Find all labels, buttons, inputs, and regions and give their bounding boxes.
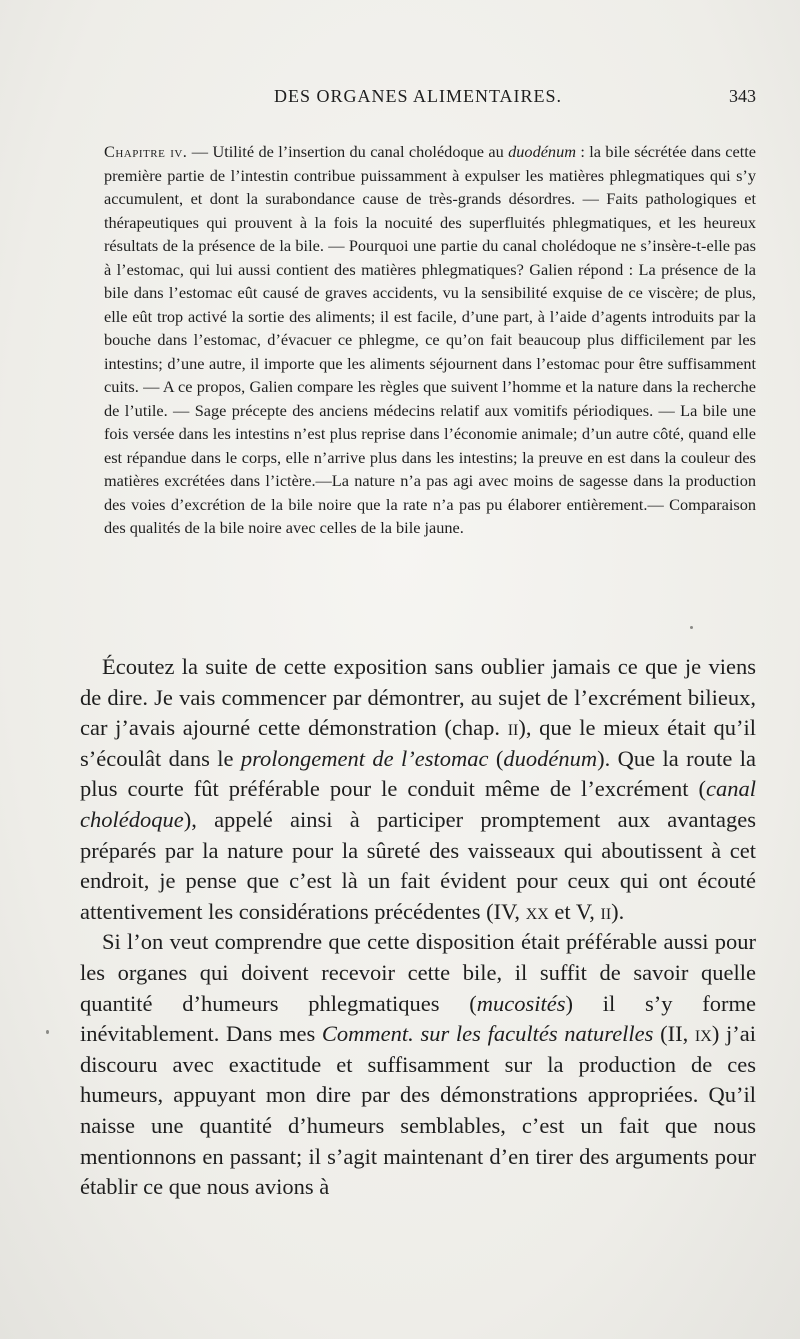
text-run: ), appelé ainsi à participer promptement aux avantages préparés par la nature pour la sûreté des vaisseaux qui aboutissent à cet endroit, je pense que c’est là un fait évident pour ceux qui ont écouté attentivement les considérations précédentes (IV, bbox=[80, 806, 756, 924]
text-run: ( bbox=[488, 745, 504, 771]
text-run: ). Que la route la plus courte fût préférable pour le conduit même de l’excrément ( bbox=[80, 745, 756, 802]
roman-numeral: xx bbox=[525, 898, 549, 924]
paper-speck bbox=[46, 1030, 49, 1034]
running-title: DES ORGANES ALIMENTAIRES. bbox=[273, 86, 563, 106]
paragraph bbox=[80, 652, 756, 927]
summary-text: : la bile sécrétée dans cette première partie de l’intestin contribue puissamment à expulser les matières phlegmatiques qui s’y accumulent, et dont la surabondance cause de très-grands désordres. — Faits pathologiques et thérapeutiques qui prouvent à la fois la nocuité des superfluités phlegmatiques, et les heureux résultats de la présence de la bile. — Pourquoi une partie du canal cholédoque ne s’insère-t-elle pas à l’estomac, qui lui aussi contient des matières phlegmatiques? Galien répond : La présence de la bile dans l’estomac eût causé de graves accidents, vu la sensibilité exquise de ce viscère; de plus, elle eût trop activé la sortie des aliments; il est facile, d’une part, à l’aide d’agents introduits par la bouche dans l’estomac, d’évacuer ce phlegme, ce qu’on fait beaucoup plus difficilement par les intestins; d’une autre, il importe que les aliments séjournent dans l’estomac pour être suffisamment cuits. — A ce propos, Galien compare les règles que suivent l’homme et la nature dans la recherche de l’utile. — Sage précepte des anciens médecins relatif aux vomitifs périodiques. — La bile une fois versée dans les intestins n’est plus reprise dans l’économie animale; d’un autre côté, quand elle est répandue dans le corps, elle n’arrive plus dans les intestins; la preuve en est dans la couleur des matières excrétées dans l’ictère.—La nature n’a pas agi avec moins de sagesse dans la production des voies d’excrétion de la bile noire que la rate n’a pas pu élaborer entièrement.— Comparaison des qualités de la bile noire avec celles de la bile jaune. bbox=[104, 142, 757, 537]
page-number: 343 bbox=[729, 86, 756, 106]
roman-numeral: ii bbox=[507, 715, 519, 741]
text-run: Écoutez la suite de cette exposition sans oublier jamais ce que je viens de dire. Je vais commencer par démontrer, au sujet de l’excrément bilieux, car j’avais ajourné cette démonstration (chap. bbox=[80, 654, 756, 741]
italic-term: duodénum bbox=[503, 745, 598, 771]
text-run: ), que le mieux était qu’il s’écoulât dans le bbox=[80, 715, 757, 771]
italic-term: mucosités bbox=[476, 990, 566, 1016]
roman-numeral: ix bbox=[694, 1021, 712, 1047]
summary-text: — Utilité de l’insertion du canal cholédoque au bbox=[187, 142, 509, 161]
text-run: ) il s’y forme inévitablement. Dans mes bbox=[80, 990, 757, 1047]
body-text bbox=[80, 652, 756, 1203]
paragraph bbox=[80, 927, 756, 1202]
text-run: (II, bbox=[653, 1021, 695, 1047]
text-run: ). bbox=[611, 898, 625, 924]
chapter-summary bbox=[104, 140, 756, 540]
running-head bbox=[80, 86, 756, 116]
text-run: et V, bbox=[548, 898, 601, 924]
paper-speck bbox=[690, 626, 693, 629]
text-run: ) j’ai discouru avec exactitude et suffisamment sur la production de ces humeurs, appuyant mon dire par des démonstrations appropriées. Qu’il naisse une quantité d’humeurs semblables, c’est un fait que nous mentionnons en passant; il s’agit maintenant d’en tirer des arguments pour établir ce que nous avions à bbox=[80, 1021, 756, 1200]
italic-term: Comment. sur les facultés naturelles bbox=[321, 1021, 654, 1047]
roman-numeral: ii bbox=[600, 898, 612, 924]
chapter-label: Chapitre iv. bbox=[104, 142, 188, 161]
summary-italic-term: duodénum bbox=[508, 142, 576, 161]
italic-term: canal cholédoque bbox=[80, 776, 756, 832]
text-run: Si l’on veut comprendre que cette disposition était préférable aussi pour les organes qui doivent recevoir cette bile, il suffit de savoir quelle quantité d’humeurs phlegmatiques ( bbox=[80, 929, 756, 1016]
italic-term: prolongement de l’estomac bbox=[240, 745, 489, 771]
